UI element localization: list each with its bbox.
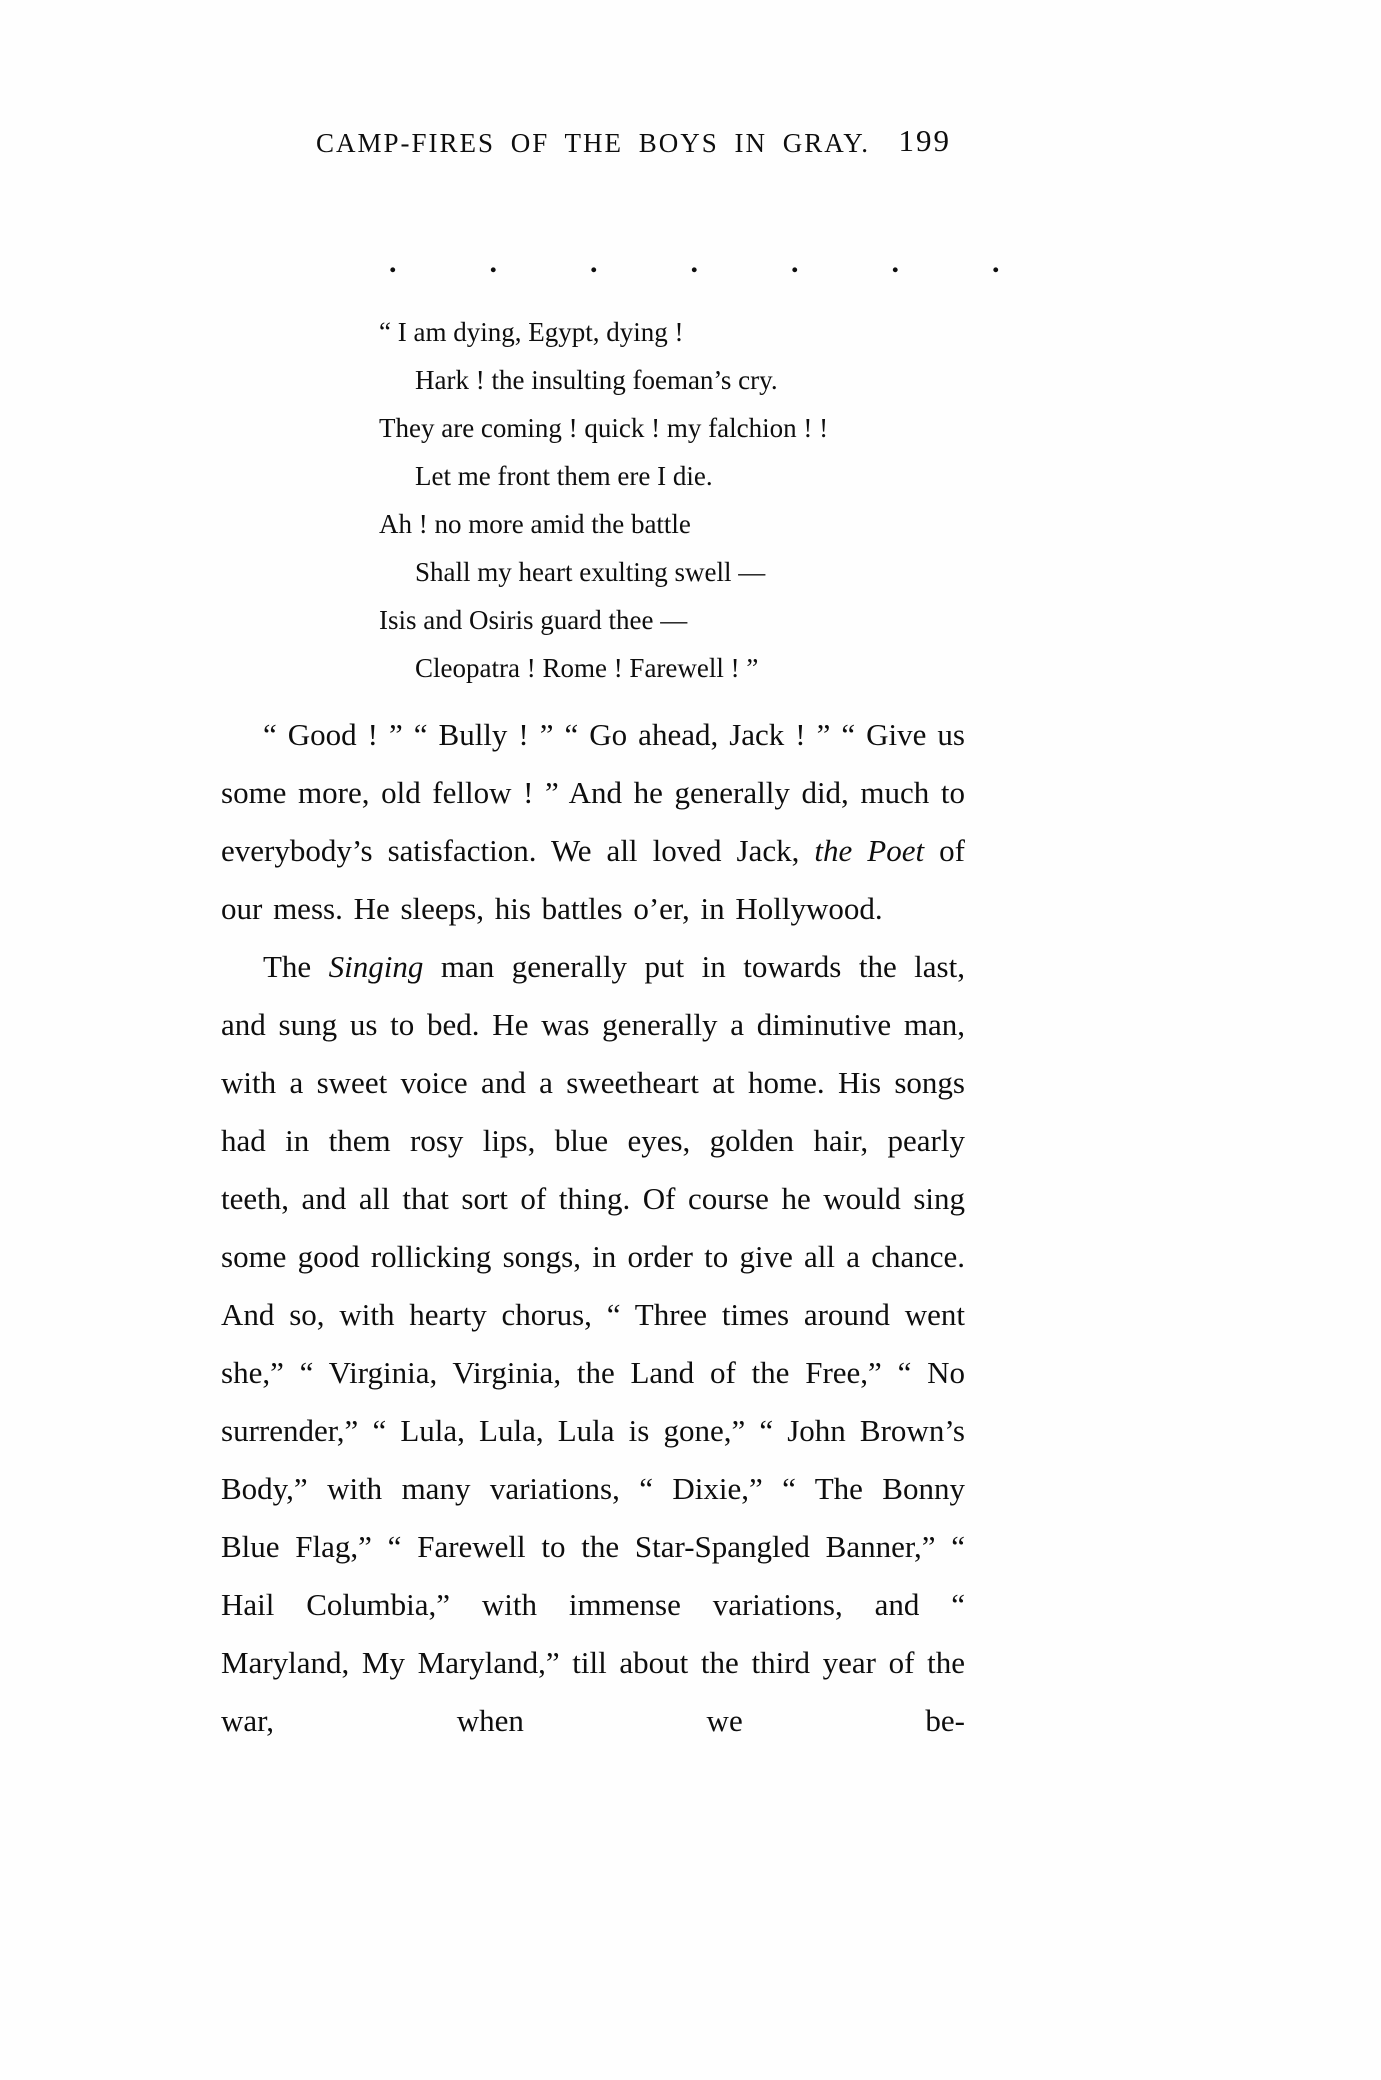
paragraph-text: man generally put in towards the last, and sung us to bed. He was generally a diminutive man, with a sweet voice and a sweetheart at home. His songs had in them rosy lips, blue eyes, golden hair, pearly teeth, and all that sort of thing. Of course he would sing some good rollicking songs, in order to give all a chance. And so, with hearty chorus, “ Three times around went she,” “ Virginia, Virginia, the Land of the Free,” “ No surrender,” “ Lula, Lula, Lula is gone,” “ John Brown’s Body,” with many variations, “ Dixie,” “ The Bonny Blue Flag,” “ Farewell to the Star-Spangled Banner,” “ Hail Columbia,” with immense variations, and “ Maryland, My Maryland,” till about the third year of the war, when we be- — [221, 949, 965, 1738]
running-head-title: CAMP-FIRES OF THE BOYS IN GRAY. — [315, 128, 871, 158]
page-number: 199 — [898, 123, 951, 158]
paragraph-text: The — [263, 949, 329, 984]
body-paragraph — [221, 938, 965, 1750]
paragraph-text: of our mess. He sleeps, his battles o’er, in Hollywood. — [221, 833, 965, 926]
poem-line: Isis and Osiris guard thee — — [379, 605, 688, 635]
page-header — [221, 123, 965, 162]
body-paragraph — [221, 706, 965, 938]
poem-line: Cleopatra ! Rome ! Farewell ! ” — [415, 653, 759, 683]
poem-line: Shall my heart exulting swell — — [415, 557, 766, 587]
paragraph-text: “ Good ! ” “ Bully ! ” “ Go ahead, Jack ! ” “ Give us some more, old fellow ! ” And he generally did, much to everybody’s satisfaction. We all loved Jack, — [221, 717, 965, 868]
italic-phrase: Singing — [328, 949, 424, 984]
ellipsis-separator: ....... — [389, 246, 1093, 279]
text-block — [221, 123, 1093, 1750]
poem-line: They are coming ! quick ! my falchion ! ! — [379, 413, 829, 443]
poem-line: Ah ! no more amid the battle — [379, 509, 691, 539]
poem-block — [379, 308, 965, 692]
italic-phrase: the Poet — [814, 833, 925, 868]
poem-line: “ I am dying, Egypt, dying ! — [379, 317, 684, 347]
poem-line: Let me front them ere I die. — [415, 461, 713, 491]
body-copy — [221, 706, 965, 1750]
poem-line: Hark ! the insulting foeman’s cry. — [415, 365, 778, 395]
